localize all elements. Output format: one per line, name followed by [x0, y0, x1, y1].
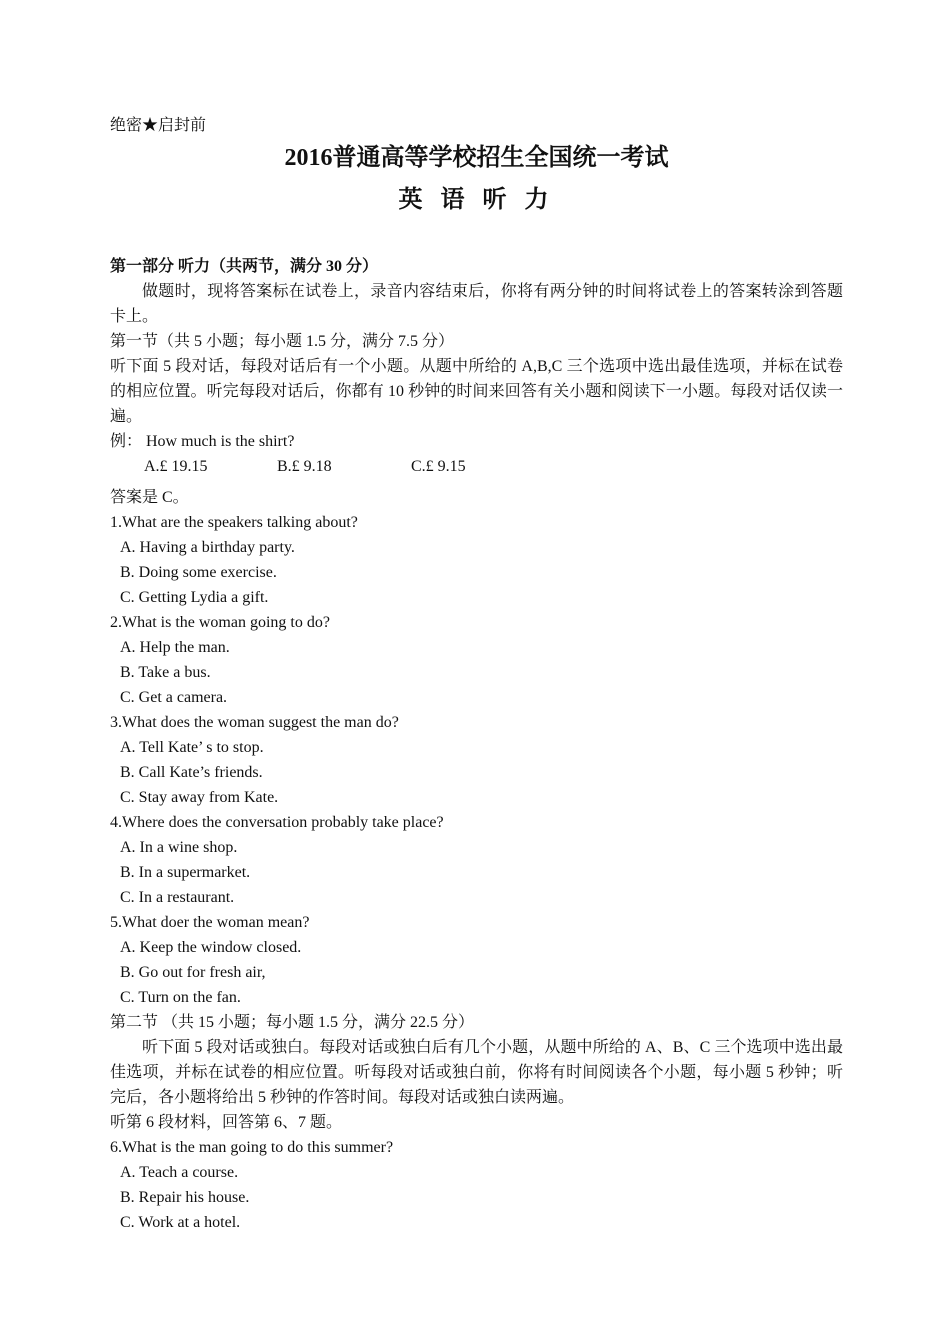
option-a: A. Having a birthday party.	[120, 539, 295, 556]
option-b: B. Go out for fresh air,	[120, 964, 266, 981]
option-a: A. In a wine shop.	[120, 839, 238, 856]
section1-heading: 第一节（共 5 小题；每小题 1.5 分，满分 7.5 分）	[110, 333, 455, 350]
part1-heading: 第一部分 听力（共两节，满分 30 分）	[110, 258, 379, 275]
question-text: 2.What is the woman going to do?	[110, 614, 330, 631]
exam-subtitle: 英 语 听 力	[398, 187, 555, 213]
section2-heading: 第二节 （共 15 小题；每小题 1.5 分，满分 22.5 分）	[110, 1014, 475, 1031]
question-block	[110, 710, 843, 810]
question-text: 1.What are the speakers talking about?	[110, 514, 358, 531]
question-block	[110, 910, 843, 1010]
option-b: B. Repair his house.	[120, 1189, 250, 1206]
question-text: 5.What doer the woman mean?	[110, 914, 310, 931]
example-option-c: C.£ 9.15	[411, 458, 466, 475]
exam-title: 2016普通高等学校招生全国统一考试	[284, 145, 669, 171]
section1-instructions: 听下面 5 段对话，每段对话后有一个小题。从题中所给的 A,B,C 三个选项中选出最佳选项，并标在试卷的相应位置。听完每段对话后，你都有 10 秒钟的时间来回答有关小题和阅读下一小题。每段对话仅读一遍。	[110, 358, 843, 425]
example-option-b: B.£ 9.18	[277, 458, 332, 475]
option-b: B. Call Kate’s friends.	[120, 764, 263, 781]
example-question: 例： How much is the shirt?	[110, 433, 295, 450]
option-b: B. Take a bus.	[120, 664, 211, 681]
example-option-a: A.£ 19.15	[144, 458, 208, 475]
question-block	[110, 810, 843, 910]
option-c: C. Work at a hotel.	[120, 1214, 241, 1231]
option-c: C. Stay away from Kate.	[120, 789, 279, 806]
question-text: 6.What is the man going to do this summer?	[110, 1139, 394, 1156]
option-a: A. Teach a course.	[120, 1164, 239, 1181]
example-answer: 答案是 C。	[110, 489, 189, 506]
question-block	[110, 510, 843, 610]
option-c: C. Get a camera.	[120, 689, 228, 706]
material-note: 听第 6 段材料，回答第 6、7 题。	[110, 1114, 343, 1131]
section2-instructions: 听下面 5 段对话或独白。每段对话或独白后有几个小题，从题中所给的 A、B、C 三个选项中选出最佳选项，并标在试卷的相应位置。听每段对话或独白前，你将有时间阅读各个小题，每小题 5 秒钟；听完后，各小题将给出 5 秒钟的作答时间。每段对话或独白读两遍。	[110, 1039, 843, 1106]
option-c: C. In a restaurant.	[120, 889, 235, 906]
option-a: A. Tell Kate’ s to stop.	[120, 739, 264, 756]
question-text: 3.What does the woman suggest the man do?	[110, 714, 399, 731]
option-a: A. Keep the window closed.	[120, 939, 302, 956]
option-c: C. Turn on the fan.	[120, 989, 241, 1006]
option-b: B. Doing some exercise.	[120, 564, 277, 581]
option-b: B. In a supermarket.	[120, 864, 251, 881]
question-block	[110, 610, 843, 710]
question-block	[110, 1135, 843, 1235]
example-options	[110, 454, 843, 479]
confidential-label: 绝密★启封前	[110, 117, 207, 134]
exam-page	[110, 113, 843, 1235]
question-text: 4.Where does the conversation probably take place?	[110, 814, 444, 831]
part1-instructions: 做题时，现将答案标在试卷上，录音内容结束后，你将有两分钟的时间将试卷上的答案转涂到答题卡上。	[110, 283, 843, 325]
option-c: C. Getting Lydia a gift.	[120, 589, 269, 606]
option-a: A. Help the man.	[120, 639, 230, 656]
